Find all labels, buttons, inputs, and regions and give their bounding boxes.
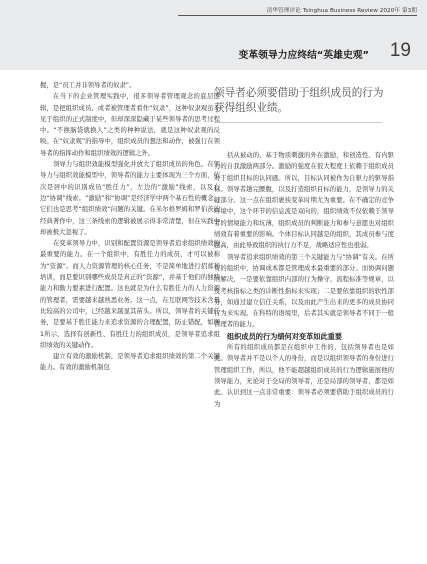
paragraph: 握，是“员工并非领导者的奴隶”。 <box>40 82 136 89</box>
page-number: 19 <box>389 40 411 61</box>
paragraph: 所有的组织成员都是在组织中工作的，包括领导者也是如此。领导者并不是以个人的身份，而是以组织领导者的身份进行管理组织工作，所以，他不能超越组织成员的行为逻辑施展他的领导能力，无论对于全局的领导者，还是局部的领导者，都是如此。认识到这一点非常重要：领导者必须要借助于组织成员的行为 <box>214 344 394 408</box>
section-title: 变革领导力应终结“英雄史观” <box>238 50 369 61</box>
paragraph: 建立有效的激励机制，是领导者追求组织绩效的第二个关键能力。有效的激励机制包 <box>40 353 220 372</box>
paragraph: 领导力与组织效能模型强化并放大了组织成员的角色。在领导力与组织效能模型中，领导者的能力主要体现为三个方面，依次是居中的识别成员“胜任力”，左边的“激励”线索，以及右边“协调”线索。“激励”和“协调”是经济学中两个基石性的概念，它们也是思考“组织绩效”问题的关键。在米尔格罗姆和罗伯茨的经典著作中，这三条线索的逻辑被展示得非常清楚，但在实践中却被极大忽视了。 <box>40 161 220 236</box>
journal-title: 清华管理评论 Tsinghua Business Review 2020年 第3期 <box>266 8 417 14</box>
section-subheading: 组织成员的行为绩何对变革如此重要 <box>227 331 343 341</box>
header-rule <box>178 15 417 16</box>
paragraph: 在当下的企业管理实践中，很多领导者管理观念的底层逻辑，是把组织成员、或者被管理者看作“奴隶”，这种奴隶观虽不见于组织的正式制度中，但却深深隐藏于某些领导者的思考过程中。“不换脑袋就换人”之类的种种说法，就是这种奴隶观的反映。在“奴隶观”的指导中，组织成员的想法和动作，被强行在领导者的指挥动作和组织绩效的逻辑之外。 <box>40 93 220 157</box>
right-column <box>214 150 394 410</box>
paragraph: 领导者追求组织绩效的第三个关键能力与“协调”有关。在所有的组织中，协调成本都是管理成本最重要的部分。而协调问题的解决，一是要依靠组织内部的行为操守、流程标准等规章，以及考核指标之类的诊断性指标来实现；二是要依靠组织的软性部分，如通过建立信任关系，以及由此产生出来的更多的成员协同行为来实现。在科特的语境里，后者其实就是领导者不同于一般管理者的能力。 <box>214 253 394 329</box>
pull-quote-rule <box>214 122 382 123</box>
left-column <box>40 80 220 374</box>
pull-quote: 领导者必须要借助于组织成员的行为获得组织业绩。 <box>214 87 384 114</box>
paragraph: 在变革领导力中，识别和配置资源是领导者追求组织绩效的最重要的能力。在一个组织中，有胜任力的成员，才可以被称为“资源”。而人力资源管理的核心任务，不是简单地进行招募和培训，而是要识别哪些成员是真正的“资源”，并基于他们的独特能力和動力要素进行配置。这也就是为什么有胜任力的人力资源的管理者，需要越来越熟悉业务。这一点，在互联网等技术含量比较高的公司中，已经越来越显其苗头。所以，领导者的关键任务，是要基于胜任能力来追求资源的合理配置，防止错配，如图1所示，选择有创新性、有胜任力的组织成员，是领导者追求组织绩效的关键动作。 <box>40 240 220 349</box>
paragraph: 括从被动的、基于物质刺激的外在激励，和创造性、有内驱力的自我激励两部分。激励的强度在很大程度上依赖于组织成员对于组织目标的认同感。所以，目标认同被作为自驱力的驱导指标。领导者趟完腰腹，以及打造组织目标的能力，是领导力的关键部分。这一点在组织裹挟变革时期尤为重要。在不确定的竞争环境中，这个环节的信息流是双向的，组织绩效不仅依赖于领导者的情境能力和坑薄，组织成员的判断能力和参与意愿也对组织绩效有着重要的影响。个体目标认同越是的组织，其成员参与度越高，由此导致组织的执行力不足，战略适应性也很弱。 <box>214 152 394 250</box>
